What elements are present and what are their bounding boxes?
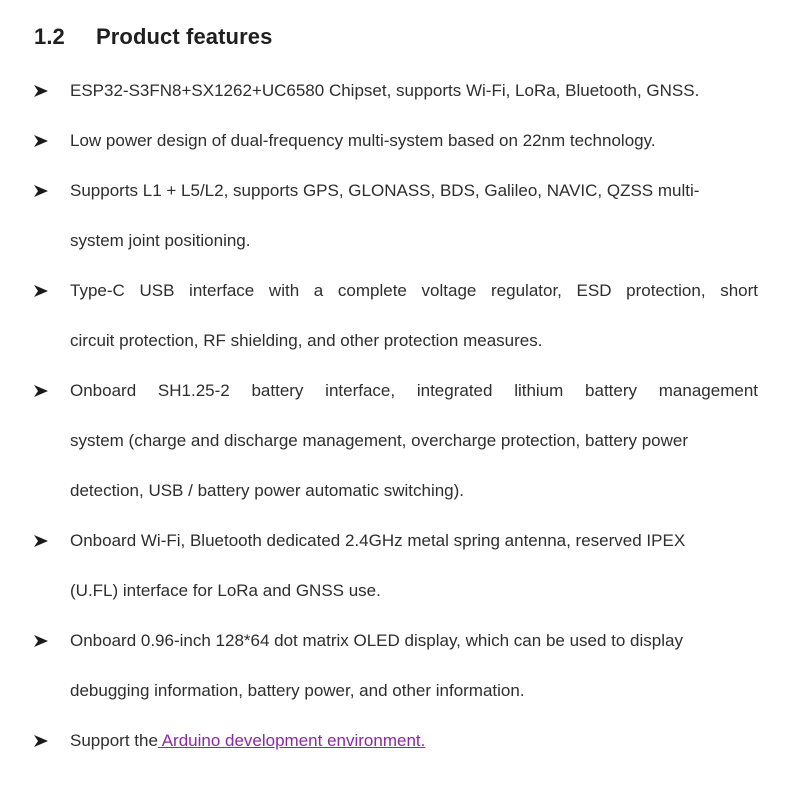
feature-line: Type-C USB interface with a complete voltage regulator, ESD protection, short	[70, 281, 758, 300]
section-heading	[34, 24, 272, 50]
section-title: Product features	[96, 24, 273, 49]
feature-line	[70, 731, 425, 751]
feature-line: circuit protection, RF shielding, and other protection measures.	[70, 331, 543, 350]
arrowhead-bullet-icon	[33, 284, 49, 298]
feature-text: Support the	[70, 731, 158, 750]
arrowhead-bullet-icon	[33, 84, 49, 98]
feature-line: system (charge and discharge management, overcharge protection, battery power	[70, 431, 688, 450]
section-number: 1.2	[34, 24, 65, 49]
arduino-environment-link[interactable]: Arduino development environment.	[157, 731, 426, 750]
feature-line: Low power design of dual-frequency multi-system based on 22nm technology.	[70, 131, 656, 150]
arrowhead-bullet-icon	[33, 734, 49, 748]
arrowhead-bullet-icon	[33, 534, 49, 548]
feature-line: ESP32-S3FN8+SX1262+UC6580 Chipset, supports Wi-Fi, LoRa, Bluetooth, GNSS.	[70, 81, 700, 100]
arrowhead-bullet-icon	[33, 184, 49, 198]
arrowhead-bullet-icon	[33, 634, 49, 648]
feature-line: Supports L1 + L5/L2, supports GPS, GLONASS, BDS, Galileo, NAVIC, QZSS multi-	[70, 181, 700, 200]
arrowhead-bullet-icon	[33, 134, 49, 148]
feature-line: debugging information, battery power, and other information.	[70, 681, 525, 700]
arrowhead-bullet-icon	[33, 384, 49, 398]
feature-line: Onboard SH1.25-2 battery interface, integrated lithium battery management	[70, 381, 758, 400]
feature-line: Onboard 0.96-inch 128*64 dot matrix OLED display, which can be used to display	[70, 631, 683, 650]
feature-line: Onboard Wi-Fi, Bluetooth dedicated 2.4GHz metal spring antenna, reserved IPEX	[70, 531, 686, 550]
feature-line: detection, USB / battery power automatic switching).	[70, 481, 465, 500]
feature-line: (U.FL) interface for LoRa and GNSS use.	[70, 581, 381, 600]
feature-line: system joint positioning.	[70, 231, 251, 250]
